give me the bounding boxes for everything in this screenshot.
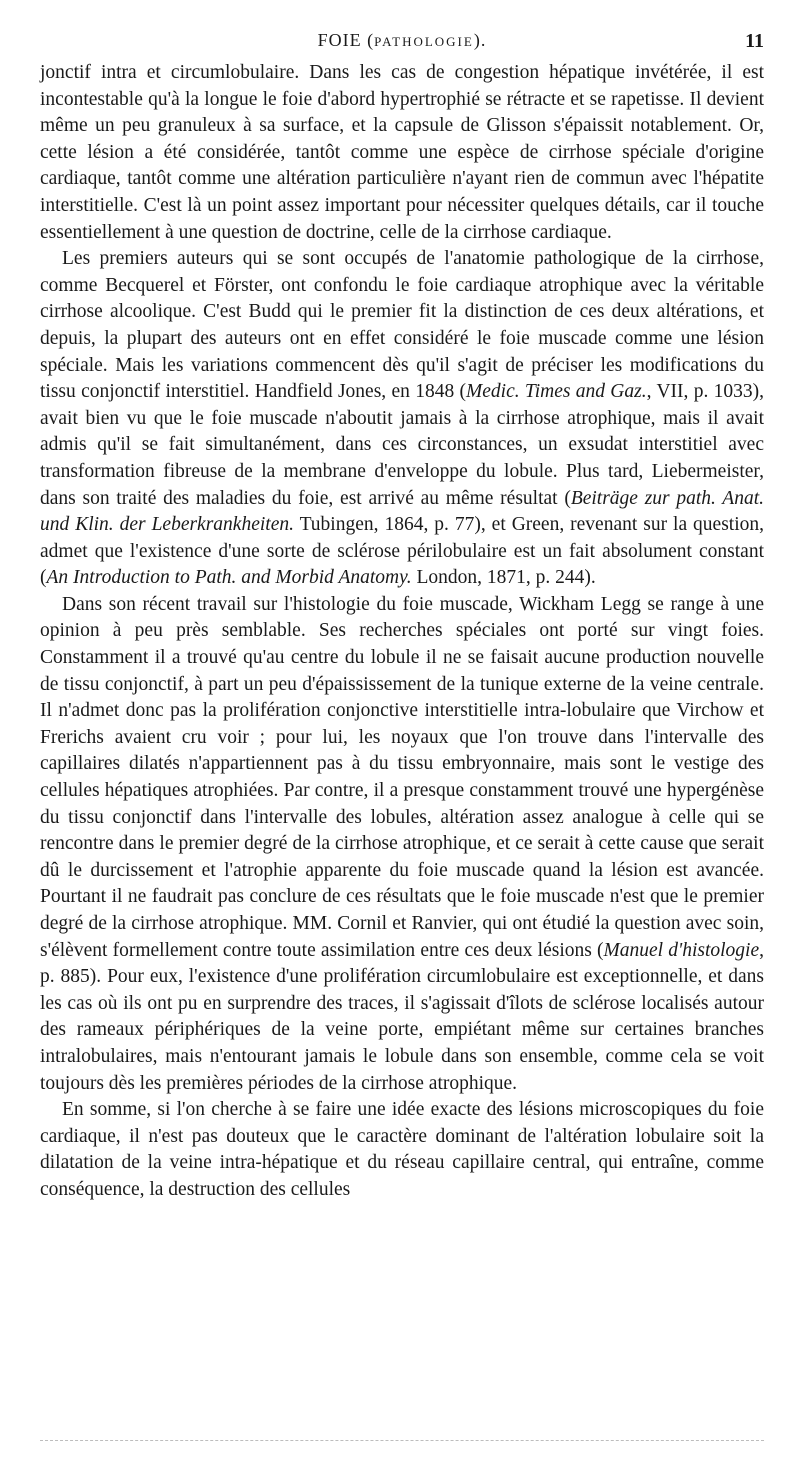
paragraph	[40, 60, 764, 246]
text-run: Les premiers auteurs qui se sont occupés de l'anatomie pathologique de la cirrhose, comme Becquerel et Förster, ont confondu le foie cardiaque atrophique avec la véritable cirrhose alcoolique. C'est Budd qui le premier fit la distinction de ces deux altérations, et depuis, la plupart des auteurs ont en effet considéré le foie muscade comme une lésion spéciale. Mais les variations commencent dès qu'il s'agit de préciser les modifications du tissu conjonctif interstitiel. Handfield Jones, en 1848 (	[40, 248, 764, 403]
bottom-edge-noise	[40, 1440, 764, 1441]
page-number: 11	[745, 30, 764, 52]
paragraph	[40, 246, 764, 592]
body-text	[40, 60, 764, 1204]
text-run: , p. 885). Pour eux, l'existence d'une prolifération circumlobulaire est exceptionnelle, et dans les cas où ils ont pu en surprendre des traces, il s'agissait d'îlots de sclérose localisés autour des rameaux périphériques de la veine porte, empiétant même sur certaines branches intralobulaires, mais n'entourant jamais le lobule dans son ensemble, comme cela se voit toujours dès les premières périodes de la cirrhose atrophique.	[40, 939, 764, 1094]
text-run: London, 1871, p. 244).	[411, 567, 596, 589]
running-title	[40, 30, 764, 51]
text-run: Tubingen, 1864, p. 77), et Green, revenant sur la question, admet que l'existence d'une sorte de sclérose périlobulaire est un fait absolument constant (	[40, 514, 765, 589]
citation-italic: Medic. Times and Gaz.	[466, 381, 647, 403]
text-run: jonctif intra et circumlobulaire. Dans les cas de congestion hépatique invétérée, il est incontestable qu'à la longue le foie d'abord hypertrophié se rétracte et se rapetisse. Il devient même un peu granuleux à sa surface, et la capsule de Glisson s'épaissit notablement. Or, cette lésion a été considérée, tantôt comme une espèce de cirrhose spéciale d'origine cardiaque, tantôt comme une altération particulière n'ayant rien de commun avec l'hépatite interstitielle. C'est là un point assez important pour nécessiter quelques détails, car il touche essentiellement à une question de doctrine, celle de la cirrhose cardiaque.	[40, 62, 764, 243]
running-header	[40, 30, 764, 60]
text-run: Dans son récent travail sur l'histologie du foie muscade, Wickham Legg se range à une opinion à peu près semblable. Ses recherches spéciales ont porté sur vingt foies. Constamment il a trouvé qu'au centre du lobule il ne se faisait aucune production nouvelle de tissu conjonctif, à part un peu d'épaississement de la tunique externe de la veine centrale. Il n'admet donc pas la prolifération conjonctive interstitielle intra-lobulaire que Virchow et Frerichs avaient cru voir ; pour lui, les noyaux que l'on trouve dans l'intervalle des capillaires dilatés n'appartiennent pas à du tissu embryonnaire, mais sont le vestige des cellules hépatiques atrophiées. Par contre, il a presque constamment trouvé une hypergénèse du tissu conjonctif dans l'intervalle des lobules, altération assez analogue à celle qui se rencontre dans le premier degré de la cirrhose atrophique, et ce serait à cette cause que serait dû le durcissement et l'atrophie apparente du foie muscade quand la lésion est avancée. Pourtant il ne faudrait pas conclure de ces résultats que le foie muscade n'est que le premier degré de la cirrhose atrophique. MM. Cornil et Ranvier, qui ont étudié la question avec soin, s'élèvent formellement contre toute assimilation entre ces deux lésions (	[40, 593, 764, 961]
running-title-end: ).	[473, 30, 487, 50]
paragraph	[40, 592, 764, 1097]
running-title-main: FOIE (	[317, 30, 375, 50]
citation-italic: An Introduction to Path. and Morbid Anatomy.	[46, 567, 412, 589]
citation-italic: Beiträge zur path. Anat. und Klin. der Leberkrankheiten.	[40, 487, 764, 536]
text-run: , VII, p. 1033), avait bien vu que le foie muscade n'aboutit jamais à la cirrhose atrophique, mais il avait admis qu'il se fait simultanément, dans ces circonstances, un exsudat interstitiel avec transformation fibreuse de la membrane d'enveloppe du lobule. Plus tard, Liebermeister, dans son traité des maladies du foie, est arrivé au même résultat (	[40, 381, 765, 509]
running-title-smallcaps: PATHOLOGIE	[374, 34, 474, 49]
text-run: En somme, si l'on cherche à se faire une idée exacte des lésions microscopiques du foie cardiaque, il n'est pas douteux que le caractère dominant de l'altération lobulaire soit la dilatation de la veine intra-hépatique et du réseau capillaire central, qui entraîne, comme conséquence, la destruction des cellules	[40, 1099, 764, 1200]
citation-italic: Manuel d'histologie	[603, 939, 760, 961]
paragraph	[40, 1097, 764, 1203]
